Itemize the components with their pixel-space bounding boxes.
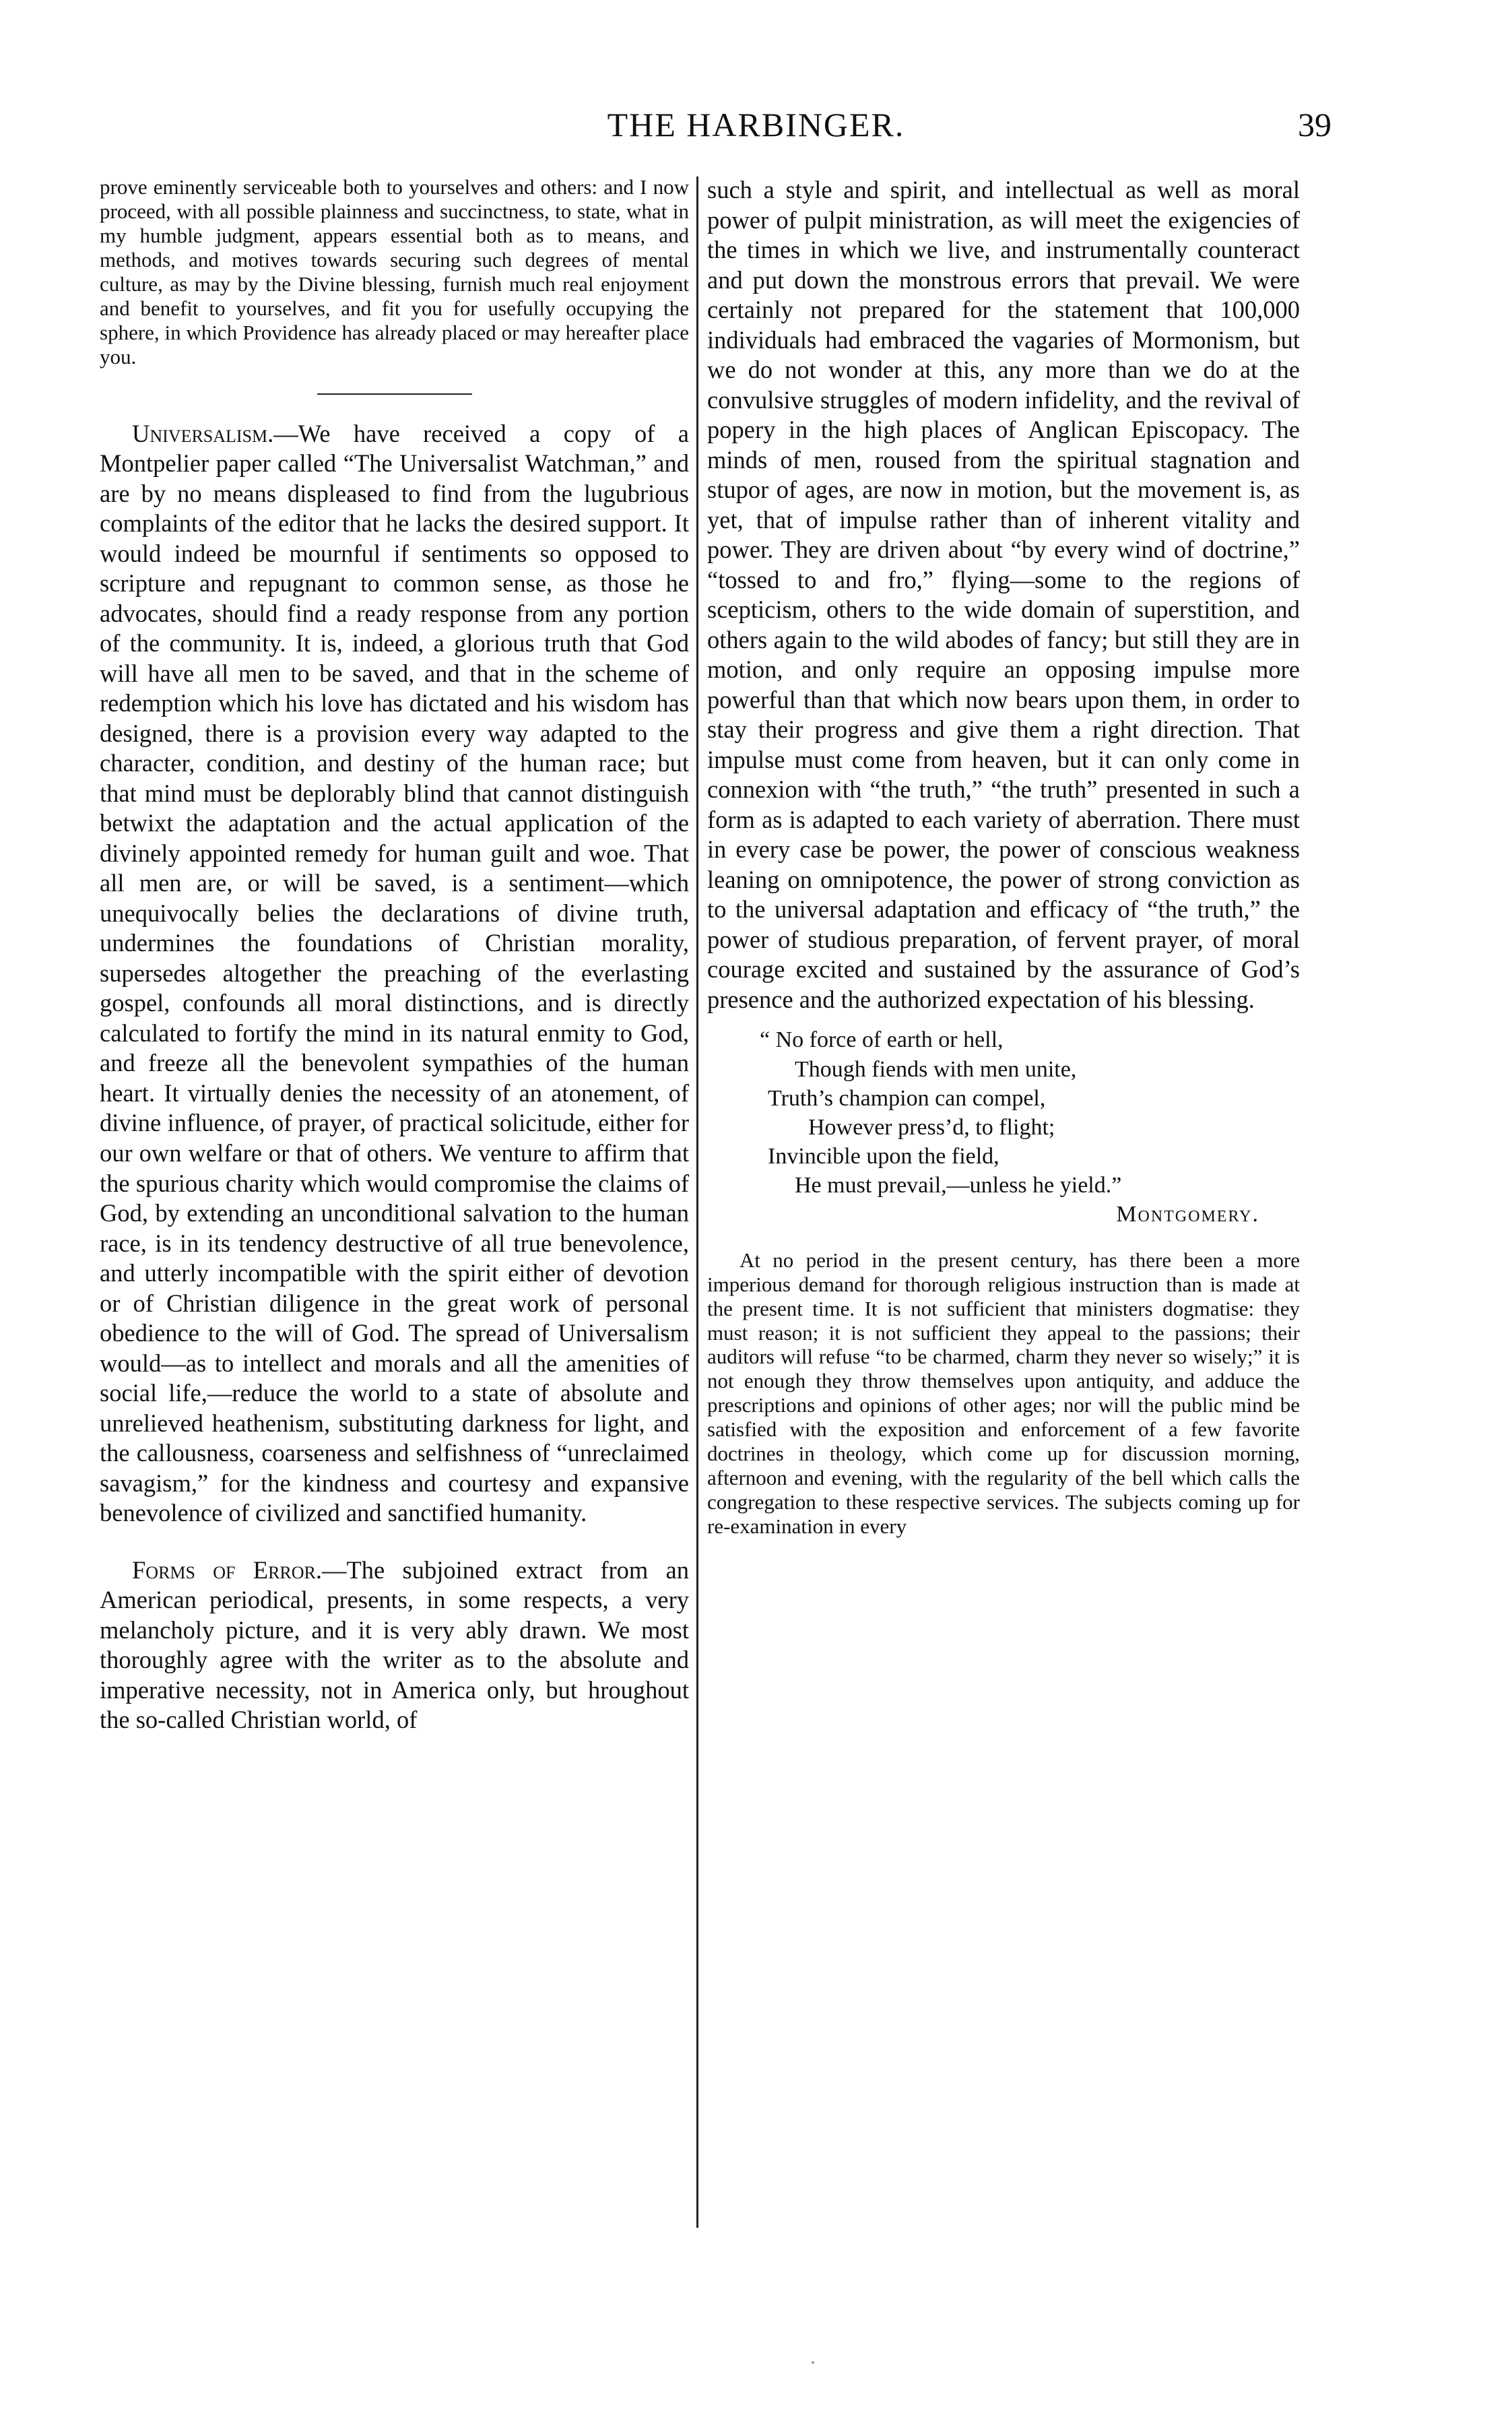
running-title: THE HARBINGER. [607, 106, 905, 143]
poem-line: “ No force of earth or hell, [760, 1027, 1004, 1053]
page-header [0, 101, 1512, 155]
poem-line: Though fiends with men unite, [795, 1056, 1077, 1082]
universalism-article [100, 419, 689, 1529]
poem-line: He must prevail,—unless he yield.” [795, 1173, 1122, 1198]
poem-spacing [707, 1229, 1300, 1248]
main-paragraph: such a style and spirit, and intellectual as well as moral power of pulpit ministration, as will meet the exigencies of the times in which we live, and instrumentally counteract and put down the monstrous errors that prevail. We were certainly not prepared for the statement that 100,000 individuals had embraced the vagaries of Mormonism, but we do not wonder at this, any more than we do at the convulsive struggles of modern infidelity, and the revival of popery in the high places of Anglican Episcopacy. The minds of men, roused from the spiritual stagnation and stupor of ages, are now in motion, but the movement is, as yet, that of impulse rather than of inherent vitality and power. They are driven about “by every wind of doctrine,” “tossed to and fro,” flying—some to the regions of scepticism, others to the wide domain of superstition, and others again to the wild abodes of fancy; but still they are in motion, and only require an opposing impulse more powerful than that which now bears upon them, in order to stay their progress and give them a right direction. That impulse must come from heaven, but it can only come in connexion with “the truth,” “the truth” presented in such a form as is adapted to each variety of aberration. There must in every case be power, the power of conscious weakness leaning on omnipotence, the power of strong conviction as to the universal adaptation and efficacy of “the truth,” the power of studious preparation, of fervent prayer, of moral courage excited and sustained by the assurance of God’s presence and the authorized expectation of his blessing. [707, 176, 1300, 1013]
poem-line: Invincible upon the field, [768, 1144, 999, 1169]
forms-of-error-article [100, 1555, 689, 1735]
poem-block [707, 1025, 1300, 1229]
extract-paragraph: At no period in the present century, has there been a more imperious demand for thorough religious instruction than is made at the present time. It is not sufficient that ministers dogmatise: they must reason; it is not sufficient they appeal to the passions; their auditors will refuse “to be charmed, charm they never so wisely;” it is not enough they throw themselves upon antiquity, and adduce the prescriptions and opinions of other ages; nor will the public mind be satisfied with the exposition and enforcement of a few favorite doctrines in theology, which come up for discussion morning, afternoon and evening, with the regularity of the bell which calls the congregation to these respective services. The subjects coming up for re-examination in every [707, 1248, 1300, 1539]
section-divider [317, 393, 472, 395]
article-spacing [100, 1529, 689, 1555]
universalism-body: —We have received a copy of a Montpelier paper called “The Universalist Watchman,” and are by no means displeased to find from the lugubrious complaints of the editor that he lacks the desired support. It would indeed be mournful if sentiments so opposed to scripture and repugnant to common sense, as those he advocates, should find a ready response from any portion of the community. It is, indeed, a glorious truth that God will have all men to be saved, and that in the scheme of redemption which his love has dictated and his wisdom has designed, there is a provision every way adapted to the character, condition, and destiny of the human race; but that mind must be deplorably blind that cannot distinguish betwixt the adaptation and the actual application of the divinely appointed remedy for human guilt and woe. That all men are, or will be saved, is a sentiment—which unequivocally belies the declarations of divine truth, undermines the foundations of Christian morality, supersedes altogether the preaching of the everlasting gospel, confounds all moral distinctions, and is directly calculated to fortify the mind in its natural enmity to God, and freeze all the benevolent sympathies of the human heart. It virtually denies the necessity of an atonement, of divine influence, of prayer, of practical solicitude, either for our own welfare or that of others. We venture to affirm that the spurious charity which would compromise the claims of God, by extending an unconditional salvation to the human race, is in its tendency destructive of all true benevolence, and utterly incompatible with the spirit either of devotion or of Christian diligence in the great work of personal obedience to the will of God. The spread of Universalism would—as to intellect and morals and all the amenities of social life,—reduce the world to a state of absolute and unrelieved heathenism, substituting darkness for light, and the callousness, coarseness and selfishness of “unreclaimed savagism,” for the kindness and courtesy and expansive benevolence of civilized and sanctified humanity. [100, 419, 689, 1527]
intro-paragraph: prove eminently serviceable both to yourselves and others: and I now proceed, with all possible plainness and succinctness, to state, what in my humble judgment, appears essential both as to means, and methods, and motives towards securing such degrees of mental culture, as may by the Divine blessing, furnish much real enjoyment and benefit to yourselves, and fit you for usefully occupying the sphere, in which Providence has already placed or may hereafter place you. [100, 175, 689, 368]
poem-line: Truth’s champion can compel, [768, 1085, 1046, 1111]
right-column [707, 175, 1300, 1539]
universalism-heading: Universalism. [132, 419, 274, 447]
poem-line: However press’d, to flight; [808, 1114, 1055, 1140]
page-speck [812, 2361, 814, 2364]
forms-of-error-body: —The subjoined extract from an American periodical, presents, in some respects, a very melancholy picture, and it is very ably drawn. We most thoroughly agree with the writer as to the absolute and imperative necessity, not in America only, but hroughout the so-called Christian world, of [100, 1555, 689, 1734]
left-column [100, 175, 689, 1735]
forms-of-error-heading: Forms of Error. [132, 1555, 323, 1584]
poem-author: Montgomery. [1116, 1202, 1259, 1227]
page-number: 39 [1298, 106, 1332, 143]
column-rule [696, 176, 698, 2228]
